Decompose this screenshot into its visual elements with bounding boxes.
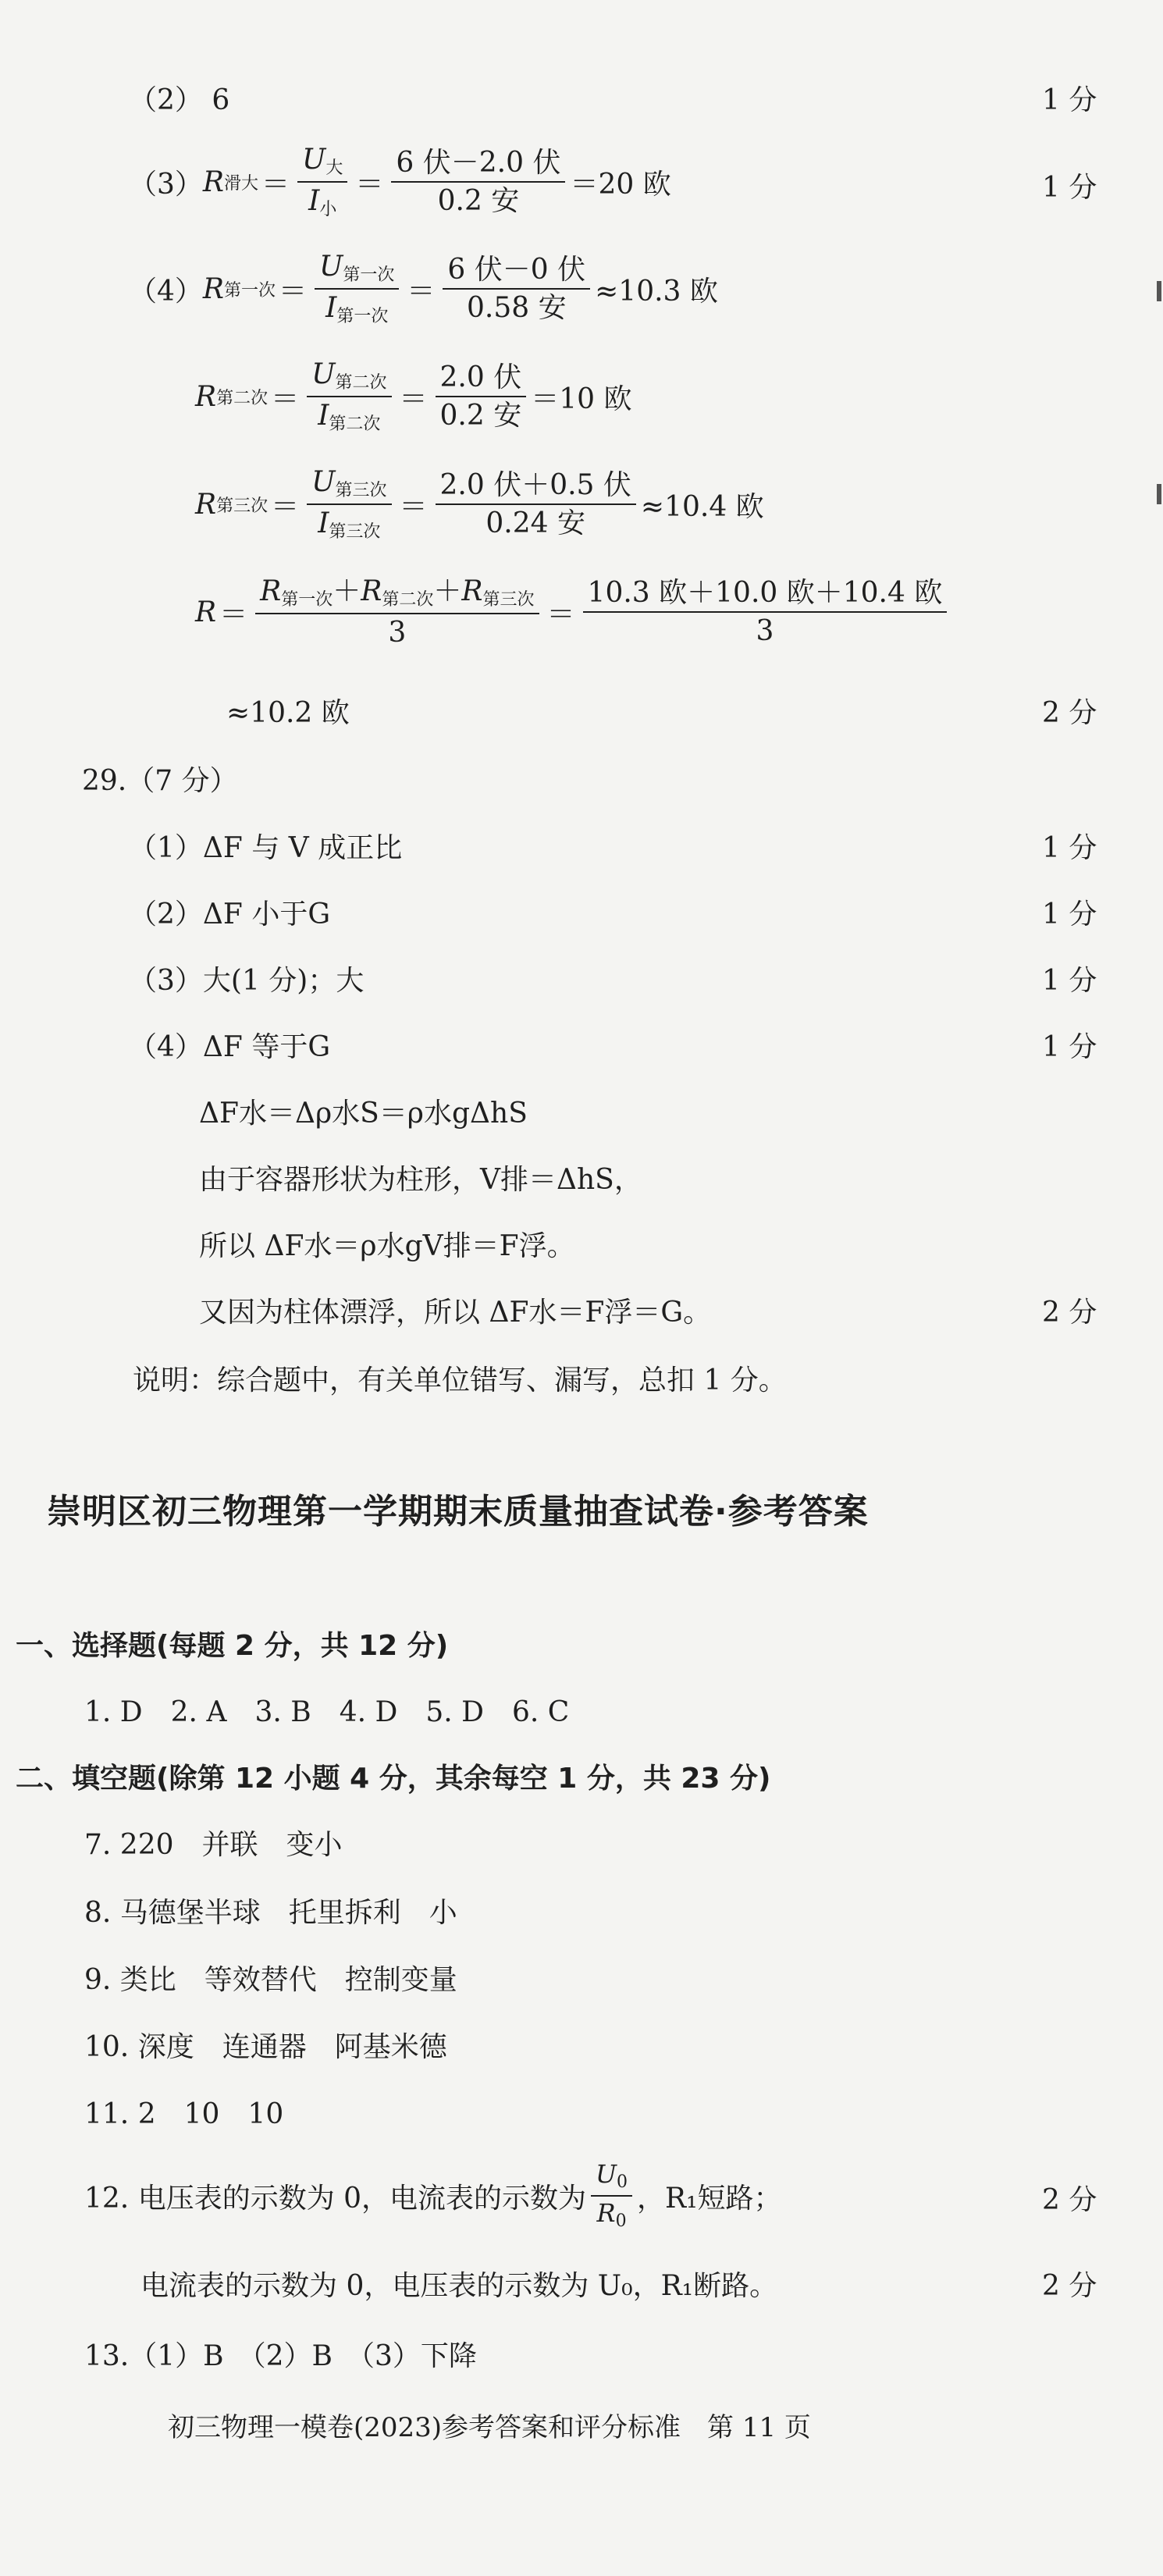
var-r: R: [195, 488, 217, 521]
section-1-answers: 1. D 2. A 3. B 4. D 5. D 6. C: [84, 1696, 570, 1728]
score: 1 分: [1042, 1031, 1097, 1063]
part-label: （2）: [129, 898, 203, 930]
q29-heading: 29.（7 分）: [82, 765, 238, 797]
score: 1 分: [1042, 84, 1097, 116]
result: ＝10 欧: [531, 382, 632, 415]
part-label: （3）: [129, 965, 203, 997]
den-var: I: [318, 400, 329, 432]
q28-p4-r1: （4） R 第一次 ＝ $\frac{U_{第一次}}{I_{第一次}}$ ＝ $\frac{\text{6 伏－0 伏}}{\text{0.58 安}}$ ≈10.3 欧: [129, 251, 718, 327]
score: 2 分: [1042, 697, 1097, 729]
num-var: U: [302, 144, 326, 176]
term: R: [361, 575, 382, 607]
fraction-values: [443, 254, 590, 324]
q28-final: ≈10.2 欧: [226, 697, 350, 729]
term-sub: 第二次: [382, 590, 434, 610]
answer-text: 6: [212, 84, 230, 116]
part-label: （4）: [129, 1031, 203, 1063]
q28-p4-r2: R 第二次 ＝ $\frac{U_{第二次}}{I_{第二次}}$ ＝ $\frac{\text{2.0 伏}}{\text{0.2 安}}$ ＝10 欧: [195, 358, 632, 435]
var-sub: 第三次: [216, 496, 269, 516]
var-sub: 第一次: [224, 280, 276, 301]
num-values: 2.0 伏: [436, 362, 527, 398]
score: 1 分: [1042, 898, 1097, 930]
q28-p4-r3: R 第三次 ＝ $\frac{U_{第三次}}{I_{第三次}}$ ＝ $\frac{\text{2.0 伏＋0.5 伏}}{\text{0.24 安}}$ ≈10.4 欧: [195, 466, 764, 543]
q29-line-2: 由于容器形状为柱形，V排＝ΔhS，: [199, 1164, 642, 1196]
answer-12-tail: ，R₁短路；: [637, 2182, 782, 2215]
edge-mark: [1157, 281, 1161, 301]
part-label: （3）: [129, 168, 203, 201]
num-values: 10.3 欧＋10.0 欧＋10.4 欧: [583, 578, 948, 614]
den-sub: 第二次: [329, 415, 381, 435]
q29-p2: [129, 892, 330, 932]
den-sub: 小: [319, 200, 337, 220]
fraction-values: [583, 578, 948, 647]
section-1-heading: 一、选择题(每题 2 分，共 12 分): [16, 1630, 449, 1662]
q29-p1: [129, 826, 402, 866]
q28-p2: [129, 78, 229, 118]
den-var: I: [318, 507, 329, 540]
var-r: R: [202, 272, 225, 305]
result: ≈10.3 欧: [595, 275, 718, 308]
answer-7: 7. 220 并联 变小: [84, 1829, 343, 1861]
answer-11: 11. 2 10 10: [84, 2098, 284, 2130]
num-var: U: [319, 251, 343, 283]
q28-p4-average: R ＝ $\frac{R_{第一次}+R_{第二次}+R_{第三次}}{3}$ ＝ $\frac{\text{10.3 欧＋10.0 欧＋10.4 欧}}{3}$: [195, 576, 951, 649]
score: 1 分: [1042, 965, 1097, 997]
page-footer: 初三物理一模卷(2023)参考答案和评分标准 第 11 页: [168, 2412, 811, 2443]
fraction-u0-over-r0: [591, 2161, 632, 2231]
var-r: R: [195, 596, 217, 628]
answer-13: 13.（1）B （2）B （3）下降: [84, 2340, 477, 2372]
fraction-values: [436, 470, 636, 539]
page-title: 崇明区初三物理第一学期期末质量抽查试卷·参考答案: [47, 1492, 869, 1532]
answer-12-text: 12. 电压表的示数为 0，电流表的示数为: [84, 2182, 587, 2215]
den-sub: 第三次: [329, 522, 381, 543]
var-sub: 滑大: [224, 173, 259, 194]
den: 3: [388, 617, 407, 649]
fraction-u-over-i: [307, 467, 391, 542]
num-var: U: [596, 2159, 617, 2189]
den-sub: 0: [615, 2211, 627, 2232]
answer-text: ΔF 小于G: [202, 898, 331, 930]
score: 1 分: [1042, 172, 1097, 204]
section-2-heading: 二、填空题(除第 12 小题 4 分，其余每空 1 分，共 23 分): [16, 1763, 771, 1795]
edge-mark: [1157, 484, 1161, 504]
answer-12: [84, 2161, 782, 2231]
term: R: [461, 575, 483, 607]
den-values: 3: [756, 615, 774, 648]
var-r: R: [195, 380, 217, 413]
den-var: I: [308, 185, 320, 218]
answer-text: ΔF 等于G: [202, 1031, 331, 1063]
num-sub: 0: [617, 2172, 628, 2192]
fraction-sum: $\frac{R_{第一次}+R_{第二次}+R_{第三次}}{3}$: [255, 576, 539, 649]
answer-text: 大(1 分)；大: [202, 965, 365, 997]
fraction-u-over-i: [297, 144, 347, 219]
den-values: 0.24 安: [485, 507, 586, 540]
answer-12b: 电流表的示数为 0，电压表的示数为 U₀，R₁断路。: [140, 2270, 778, 2302]
den-values: 0.2 安: [437, 185, 520, 218]
fraction-u-over-i: [315, 251, 399, 326]
num-values: 6 伏－2.0 伏: [391, 148, 565, 183]
q29-line-4: 又因为柱体漂浮，所以 ΔF水＝F浮＝G。: [199, 1297, 712, 1329]
num-sub: 第一次: [343, 265, 395, 285]
var-r: R: [202, 165, 225, 198]
den-sub: 第一次: [336, 307, 389, 327]
q29-p3: [129, 959, 364, 998]
score: 2 分: [1042, 2184, 1097, 2216]
term-sub: 第三次: [482, 590, 535, 610]
term-sub: 第一次: [281, 590, 333, 610]
den-var: I: [325, 292, 337, 325]
result: ≈10.4 欧: [640, 490, 764, 523]
score: 1 分: [1042, 832, 1097, 864]
part-label: （2）: [129, 84, 203, 116]
den-values: 0.58 安: [466, 292, 567, 325]
answer-text: ΔF 与 V 成正比: [202, 832, 403, 864]
num-var: U: [311, 466, 336, 498]
num-sub: 第三次: [335, 481, 387, 500]
part-label: （1）: [129, 832, 203, 864]
result: ＝20 欧: [570, 168, 671, 201]
q29-p4: [129, 1025, 330, 1065]
answer-10: 10. 深度 连通器 阿基米德: [84, 2031, 447, 2063]
score: 2 分: [1042, 1297, 1097, 1329]
answer-8: 8. 马德堡半球 托里拆利 小: [84, 1897, 457, 1929]
num-sub: 第二次: [335, 373, 387, 393]
num-values: 6 伏－0 伏: [443, 254, 590, 290]
q29-note: 说明：综合题中，有关单位错写、漏写，总扣 1 分。: [133, 1364, 787, 1397]
part-label: （4）: [129, 275, 203, 308]
fraction-values: [436, 362, 527, 432]
q29-line-3: 所以 ΔF水＝ρ水gV排＝F浮。: [199, 1230, 575, 1262]
q29-line-1: ΔF水＝Δρ水S＝ρ水gΔhS: [199, 1098, 528, 1130]
num-sub: 大: [325, 158, 343, 178]
fraction-values: [391, 148, 565, 217]
num-var: U: [311, 358, 336, 390]
q28-p3: （3） R 滑大 ＝ $\frac{U_大}{I_小}$ ＝ $\frac{\text{6 伏－2.0 伏}}{\text{0.2 安}}$ ＝20 欧: [129, 144, 671, 220]
den-values: 0.2 安: [439, 400, 522, 432]
num-values: 2.0 伏＋0.5 伏: [436, 470, 636, 506]
var-sub: 第二次: [216, 388, 269, 408]
term: R: [260, 575, 282, 607]
score: 2 分: [1042, 2270, 1097, 2302]
answer-9: 9. 类比 等效替代 控制变量: [84, 1964, 457, 1996]
den-var: R: [596, 2198, 616, 2229]
fraction-u-over-i: [307, 359, 391, 434]
